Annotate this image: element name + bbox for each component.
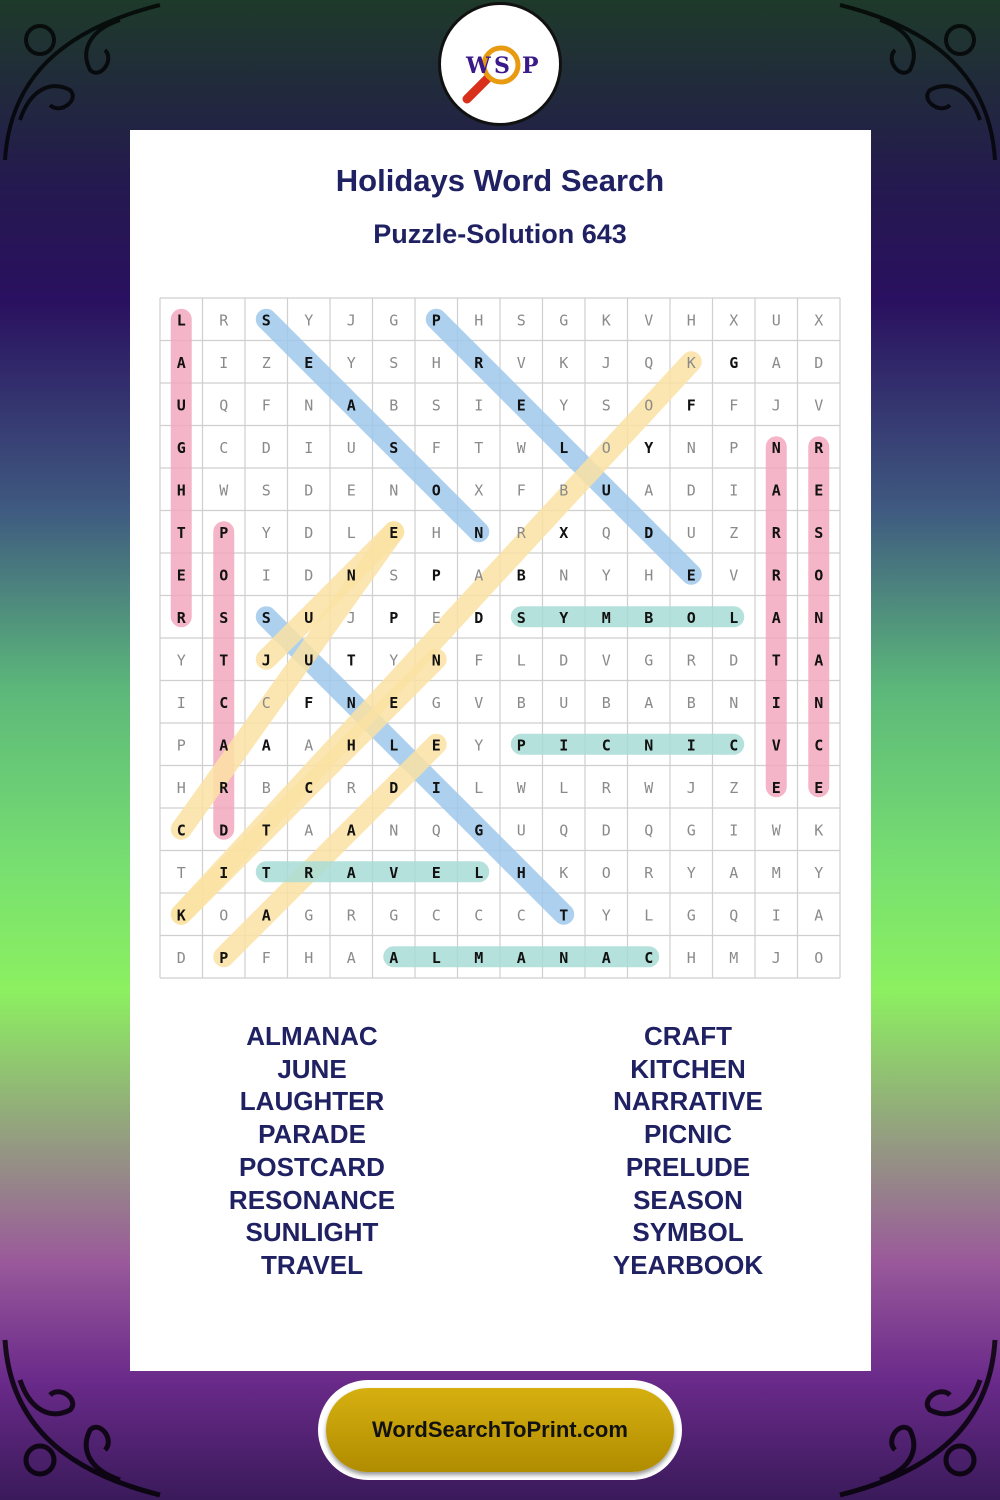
grid-letter: U (304, 608, 314, 627)
grid-letter: S (516, 311, 526, 330)
grid-letter: K (814, 821, 824, 840)
grid-letter: V (771, 736, 781, 755)
grid-letter: E (814, 481, 824, 500)
grid-letter: J (686, 778, 696, 797)
grid-letter: D (304, 481, 314, 500)
grid-letter: L (559, 778, 569, 797)
grid-letter: P (389, 608, 399, 627)
grid-letter: E (304, 353, 314, 372)
grid-letter: Y (686, 863, 696, 882)
grid-letter: T (261, 863, 271, 882)
grid-letter: N (474, 523, 484, 542)
grid-letter: A (644, 693, 654, 712)
grid-letter: C (304, 778, 314, 797)
grid-letter: I (729, 481, 739, 500)
grid-letter: A (516, 948, 526, 967)
grid-letter: G (686, 906, 696, 925)
grid-letter: Q (559, 821, 569, 840)
grid-letter: U (346, 438, 356, 457)
grid-letter: E (389, 693, 399, 712)
grid-letter: S (261, 481, 271, 500)
grid-letter: Y (814, 863, 824, 882)
grid-letter: V (474, 693, 484, 712)
grid-letter: A (304, 821, 314, 840)
grid-letter: B (644, 608, 654, 627)
grid-letter: N (304, 396, 314, 415)
grid-letter: L (644, 906, 654, 925)
grid-letter: N (346, 693, 356, 712)
grid-letter: M (729, 948, 739, 967)
grid-letter: P (176, 736, 186, 755)
grid-letter: A (771, 481, 781, 500)
grid-letter: L (389, 736, 399, 755)
grid-letter: X (729, 311, 739, 330)
grid-letter: N (389, 821, 399, 840)
grid-letter: S (516, 608, 526, 627)
grid-letter: O (814, 566, 824, 585)
grid-letter: R (516, 523, 526, 542)
grid-letter: U (601, 481, 611, 500)
grid-letter: Y (346, 353, 356, 372)
grid-letter: G (474, 821, 484, 840)
grid-letter: N (814, 693, 824, 712)
grid-letter: A (346, 821, 356, 840)
grid-letter: L (729, 608, 739, 627)
grid-letter: A (219, 736, 229, 755)
logo-letter: P (522, 53, 539, 79)
word-list-item: LAUGHTER (239, 1086, 385, 1117)
grid-letter: L (176, 311, 186, 330)
grid-letter: L (474, 778, 484, 797)
grid-letter: A (771, 353, 781, 372)
grid-letter: H (686, 948, 696, 967)
grid-letter: X (474, 481, 484, 500)
grid-letter: H (644, 566, 654, 585)
grid-letter: T (474, 438, 484, 457)
grid-letter: Q (644, 821, 654, 840)
logo-letter: W (466, 53, 491, 79)
grid-letter: E (431, 863, 441, 882)
grid-letter: W (644, 778, 654, 797)
grid-letter: I (219, 353, 229, 372)
grid-letter: U (771, 311, 781, 330)
grid-letter: G (431, 693, 441, 712)
grid-letter: W (516, 778, 526, 797)
grid-letter: S (261, 311, 271, 330)
word-list-item: CRAFT (643, 1021, 733, 1051)
grid-letter: S (389, 353, 399, 372)
grid-letter: A (601, 948, 611, 967)
grid-letter: U (304, 651, 314, 670)
grid-letter: D (686, 481, 696, 500)
grid-letter: B (516, 566, 526, 585)
grid-letter: I (219, 863, 229, 882)
grid-letter: O (644, 396, 654, 415)
site-link-label[interactable]: WordSearchToPrint.com (372, 1417, 628, 1442)
grid-letter: H (516, 863, 526, 882)
grid-letter: C (729, 736, 739, 755)
grid-letter: M (601, 608, 611, 627)
grid-letter: R (474, 353, 484, 372)
grid-letter: J (771, 396, 781, 415)
grid-letter: A (729, 863, 739, 882)
grid-letter: C (644, 948, 654, 967)
grid-letter: G (686, 821, 696, 840)
grid-letter: L (431, 948, 441, 967)
grid-letter: J (346, 311, 356, 330)
grid-letter: H (346, 736, 356, 755)
grid-letter: F (304, 693, 314, 712)
grid-letter: Q (729, 906, 739, 925)
grid-letter: I (559, 736, 569, 755)
grid-letter: C (219, 693, 229, 712)
grid-letter: A (644, 481, 654, 500)
grid-letter: F (516, 481, 526, 500)
grid-letter: R (346, 906, 356, 925)
grid-letter: V (389, 863, 399, 882)
grid-letter: U (559, 693, 569, 712)
grid-letter: D (176, 948, 186, 967)
grid-letter: I (771, 906, 781, 925)
grid-letter: H (431, 523, 441, 542)
grid-letter: R (219, 311, 229, 330)
grid-letter: H (304, 948, 314, 967)
grid-letter: L (516, 651, 526, 670)
grid-letter: B (559, 481, 569, 500)
grid-letter: N (431, 651, 441, 670)
grid-letter: M (474, 948, 484, 967)
grid-letter: E (771, 778, 781, 797)
grid-letter: O (686, 608, 696, 627)
grid-letter: N (389, 481, 399, 500)
word-list-item: ALMANAC (246, 1021, 378, 1051)
grid-letter: T (771, 651, 781, 670)
grid-letter: O (219, 566, 229, 585)
grid-letter: I (771, 693, 781, 712)
grid-letter: G (304, 906, 314, 925)
grid-letter: U (516, 821, 526, 840)
grid-letter: D (814, 353, 824, 372)
grid-letter: C (219, 438, 229, 457)
grid-letter: Q (219, 396, 229, 415)
grid-letter: Y (304, 311, 314, 330)
grid-letter: X (559, 523, 569, 542)
grid-letter: F (686, 396, 696, 415)
grid-letter: L (346, 523, 356, 542)
word-list-item: PICNIC (643, 1119, 733, 1150)
grid-letter: A (389, 948, 399, 967)
word-list-item: YEARBOOK (612, 1249, 764, 1280)
grid-letter: K (559, 353, 569, 372)
grid-letter: R (771, 523, 781, 542)
grid-letter: X (814, 311, 824, 330)
grid-letter: Y (601, 906, 611, 925)
grid-letter: A (346, 948, 356, 967)
grid-letter: C (516, 906, 526, 925)
grid-letter: F (261, 948, 271, 967)
grid-letter: N (346, 566, 356, 585)
word-list-item: PRELUDE (625, 1151, 751, 1182)
grid-letter: P (729, 438, 739, 457)
grid-letter: Z (729, 523, 739, 542)
grid-letter: C (261, 693, 271, 712)
grid-letter: T (176, 523, 186, 542)
grid-letter: E (516, 396, 526, 415)
grid-letter: J (261, 651, 271, 670)
word-list-item: TRAVEL (260, 1249, 364, 1280)
grid-letter: I (261, 566, 271, 585)
page-title: Holidays Word Search (335, 163, 665, 198)
word-list-item: KITCHEN (630, 1053, 746, 1084)
grid-letter: T (346, 651, 356, 670)
grid-letter: R (346, 778, 356, 797)
grid-letter: J (601, 353, 611, 372)
grid-letter: B (389, 396, 399, 415)
grid-letter: D (389, 778, 399, 797)
grid-letter: S (389, 438, 399, 457)
grid-letter: Q (644, 353, 654, 372)
grid-letter: Y (176, 651, 186, 670)
grid-letter: Y (559, 608, 569, 627)
grid-letter: V (516, 353, 526, 372)
grid-letter: I (686, 736, 696, 755)
grid-letter: A (304, 736, 314, 755)
grid-letter: S (389, 566, 399, 585)
grid-letter: D (304, 523, 314, 542)
grid-letter: R (814, 438, 824, 457)
grid-letter: G (559, 311, 569, 330)
grid-letter: E (686, 566, 696, 585)
grid-letter: D (601, 821, 611, 840)
grid-letter: S (261, 608, 271, 627)
logo-letter: S (494, 53, 510, 79)
grid-letter: R (771, 566, 781, 585)
page-subtitle: Puzzle-Solution 643 (373, 219, 627, 249)
grid-letter: E (431, 736, 441, 755)
grid-letter: C (431, 906, 441, 925)
grid-letter: E (389, 523, 399, 542)
grid-letter: G (729, 353, 739, 372)
grid-letter: Y (474, 736, 484, 755)
word-list-item: POSTCARD (239, 1151, 385, 1182)
grid-letter: P (219, 523, 229, 542)
grid-letter: K (601, 311, 611, 330)
grid-letter: N (771, 438, 781, 457)
word-list-item: JUNE (277, 1053, 347, 1084)
grid-letter: Y (389, 651, 399, 670)
grid-letter: L (474, 863, 484, 882)
grid-letter: A (346, 396, 356, 415)
grid-letter: R (644, 863, 654, 882)
grid-letter: A (771, 608, 781, 627)
grid-letter: I (474, 396, 484, 415)
grid-letter: H (176, 481, 186, 500)
grid-letter: S (431, 396, 441, 415)
grid-letter: J (771, 948, 781, 967)
grid-letter: P (431, 311, 441, 330)
grid-letter: B (261, 778, 271, 797)
grid-letter: I (729, 821, 739, 840)
grid-letter: F (261, 396, 271, 415)
grid-letter: J (346, 608, 356, 627)
grid-letter: K (686, 353, 696, 372)
grid-letter: I (431, 778, 441, 797)
grid-letter: B (601, 693, 611, 712)
grid-letter: P (516, 736, 526, 755)
grid-letter: O (814, 948, 824, 967)
grid-letter: R (686, 651, 696, 670)
word-list-item: SYMBOL (632, 1217, 744, 1248)
grid-letter: H (431, 353, 441, 372)
grid-letter: D (559, 651, 569, 670)
grid-letter: G (389, 311, 399, 330)
word-list-item: RESONANCE (228, 1184, 396, 1215)
grid-letter: G (176, 438, 186, 457)
grid-letter: D (474, 608, 484, 627)
word-list-item: PARADE (258, 1119, 366, 1150)
grid-letter: R (304, 863, 314, 882)
grid-letter: O (219, 906, 229, 925)
grid-letter: O (431, 481, 441, 500)
grid-letter: N (814, 608, 824, 627)
grid-letter: K (176, 906, 186, 925)
grid-letter: H (474, 311, 484, 330)
grid-letter: D (261, 438, 271, 457)
word-list-item: SUNLIGHT (245, 1217, 379, 1248)
grid-letter: L (559, 438, 569, 457)
grid-letter: Z (729, 778, 739, 797)
grid-letter: T (261, 821, 271, 840)
grid-letter: V (601, 651, 611, 670)
grid-letter: B (686, 693, 696, 712)
grid-letter: P (219, 948, 229, 967)
grid-letter: G (389, 906, 399, 925)
grid-letter: A (346, 863, 356, 882)
word-list-item: SEASON (633, 1184, 743, 1215)
grid-letter: E (431, 608, 441, 627)
grid-letter: G (644, 651, 654, 670)
grid-letter: F (474, 651, 484, 670)
grid-letter: N (559, 566, 569, 585)
grid-letter: S (814, 523, 824, 542)
grid-letter: T (559, 906, 569, 925)
grid-letter: F (431, 438, 441, 457)
grid-letter: K (559, 863, 569, 882)
grid-letter: I (176, 693, 186, 712)
grid-letter: N (644, 736, 654, 755)
grid-letter: N (729, 693, 739, 712)
grid-letter: E (346, 481, 356, 500)
grid-letter: T (176, 863, 186, 882)
grid-letter: Y (261, 523, 271, 542)
grid-letter: W (771, 821, 781, 840)
grid-letter: Y (601, 566, 611, 585)
grid-letter: N (686, 438, 696, 457)
grid-letter: C (814, 736, 824, 755)
grid-letter: T (219, 651, 229, 670)
grid-letter: A (814, 906, 824, 925)
grid-letter: E (814, 778, 824, 797)
grid-letter: M (771, 863, 781, 882)
grid-letter: C (601, 736, 611, 755)
word-list-item: NARRATIVE (613, 1086, 763, 1117)
grid-letter: F (729, 396, 739, 415)
grid-letter: R (601, 778, 611, 797)
grid-letter: Z (261, 353, 271, 372)
grid-letter: I (304, 438, 314, 457)
grid-letter: A (814, 651, 824, 670)
grid-letter: H (176, 778, 186, 797)
grid-letter: U (686, 523, 696, 542)
grid-letter: W (516, 438, 526, 457)
grid-letter: Y (559, 396, 569, 415)
grid-letter: D (729, 651, 739, 670)
grid-letter: P (431, 566, 441, 585)
grid-letter: A (474, 566, 484, 585)
grid-letter: C (474, 906, 484, 925)
word-list-right (538, 1020, 838, 1282)
grid-letter: O (601, 438, 611, 457)
grid-letter: D (644, 523, 654, 542)
grid-letter: S (601, 396, 611, 415)
grid-letter: Q (431, 821, 441, 840)
grid-letter: A (176, 353, 186, 372)
grid-letter: S (219, 608, 229, 627)
grid-letter: Y (644, 438, 654, 457)
grid-letter: D (219, 821, 229, 840)
grid-letter: B (516, 693, 526, 712)
grid-letter: V (814, 396, 824, 415)
grid-letter: V (729, 566, 739, 585)
grid-letter: O (601, 863, 611, 882)
grid-letter: D (304, 566, 314, 585)
grid-letter: A (261, 906, 271, 925)
grid-letter: V (644, 311, 654, 330)
grid-letter: E (176, 566, 186, 585)
grid-letter: U (176, 396, 186, 415)
grid-letter: C (176, 821, 186, 840)
grid-letter: Q (601, 523, 611, 542)
word-list-left (162, 1020, 462, 1282)
grid-letter: H (686, 311, 696, 330)
grid-letter: R (176, 608, 186, 627)
grid-letter: A (261, 736, 271, 755)
grid-letter: N (559, 948, 569, 967)
grid-letter: R (219, 778, 229, 797)
grid-letter: W (219, 481, 229, 500)
